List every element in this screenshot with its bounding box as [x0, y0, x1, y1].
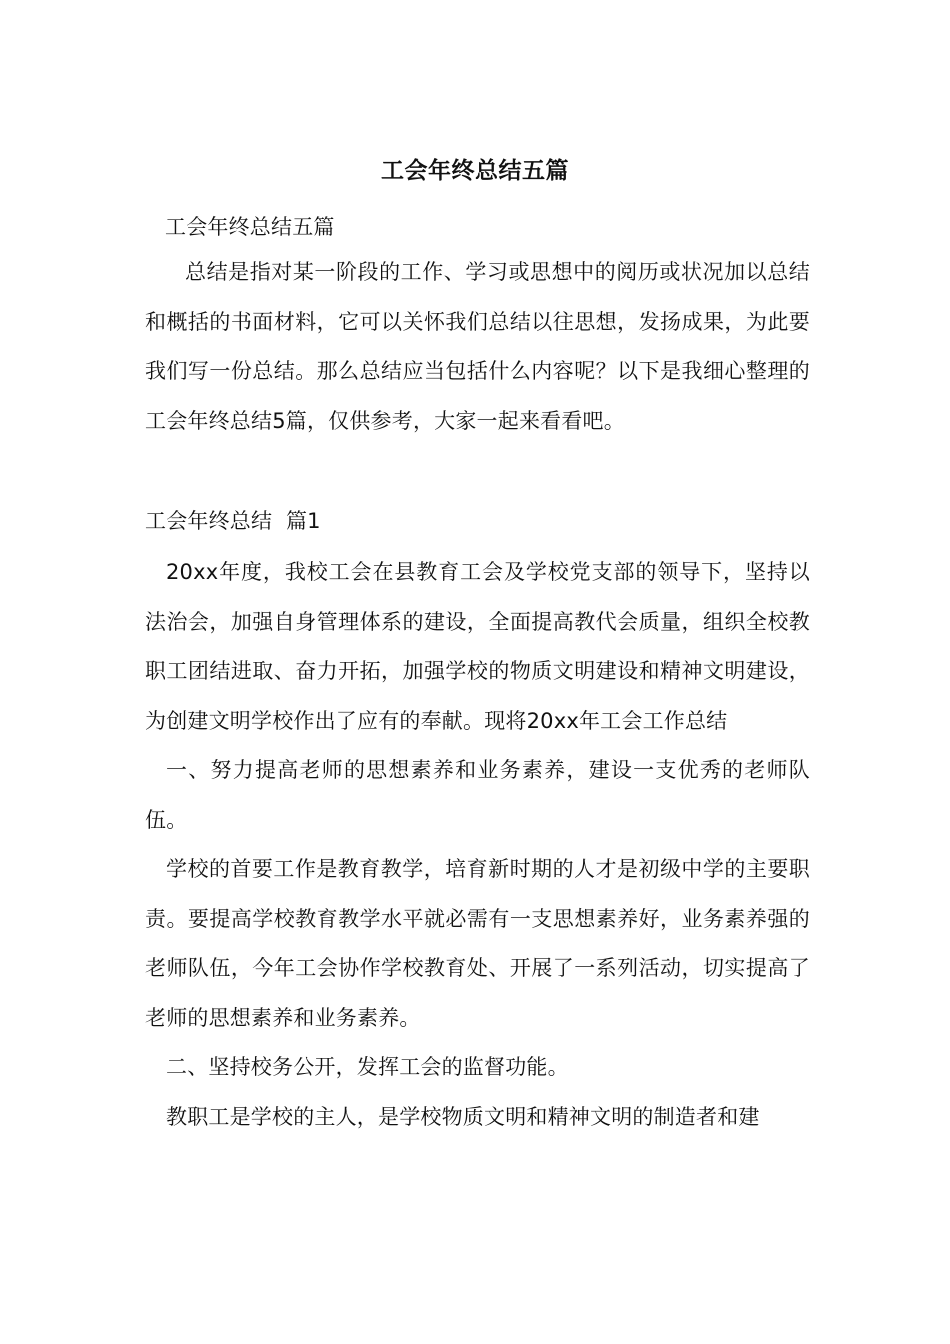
paragraph-5: 教职工是学校的主人，是学校物质文明和精神文明的制造者和建: [166, 1104, 760, 1129]
section-heading: 工会年终总结 篇1: [145, 509, 321, 533]
paragraph-4: 二、坚持校务公开，发挥工会的监督功能。: [166, 1055, 569, 1079]
paragraph-2: 一、努力提高老师的思想素养和业务素养，建设一支优秀的老师队伍。: [145, 758, 810, 832]
document-subtitle: 工会年终总结五篇: [165, 215, 335, 239]
paragraph-3: 学校的首要工作是教育教学，培育新时期的人才是初级中学的主要职责。要提高学校教育教学水平就必需有一支思想素养好，业务素养强的老师队伍，今年工会协作学校教育处、开展了一系列活动，切实提高了老师的思想素养和业务素养。: [145, 857, 810, 1030]
intro-paragraph: 总结是指对某一阶段的工作、学习或思想中的阅历或状况加以总结和概括的书面材料，它可以关怀我们总结以往思想，发扬成果，为此要我们写一份总结。那么总结应当包括什么内容呢？以下是我细心整理的工会年终总结5篇，仅供参考，大家一起来看看吧。: [145, 260, 810, 433]
document-title: 工会年终总结五篇: [381, 158, 569, 184]
paragraph-1: 20xx年度，我校工会在县教育工会及学校党支部的领导下，坚持以法治会，加强自身管理体系的建设，全面提高教代会质量，组织全校教职工团结进取、奋力开拓，加强学校的物质文明建设和精神文明建设，为创建文明学校作出了应有的奉献。现将20xx年工会工作总结: [145, 560, 810, 733]
section-content: [145, 548, 810, 1142]
